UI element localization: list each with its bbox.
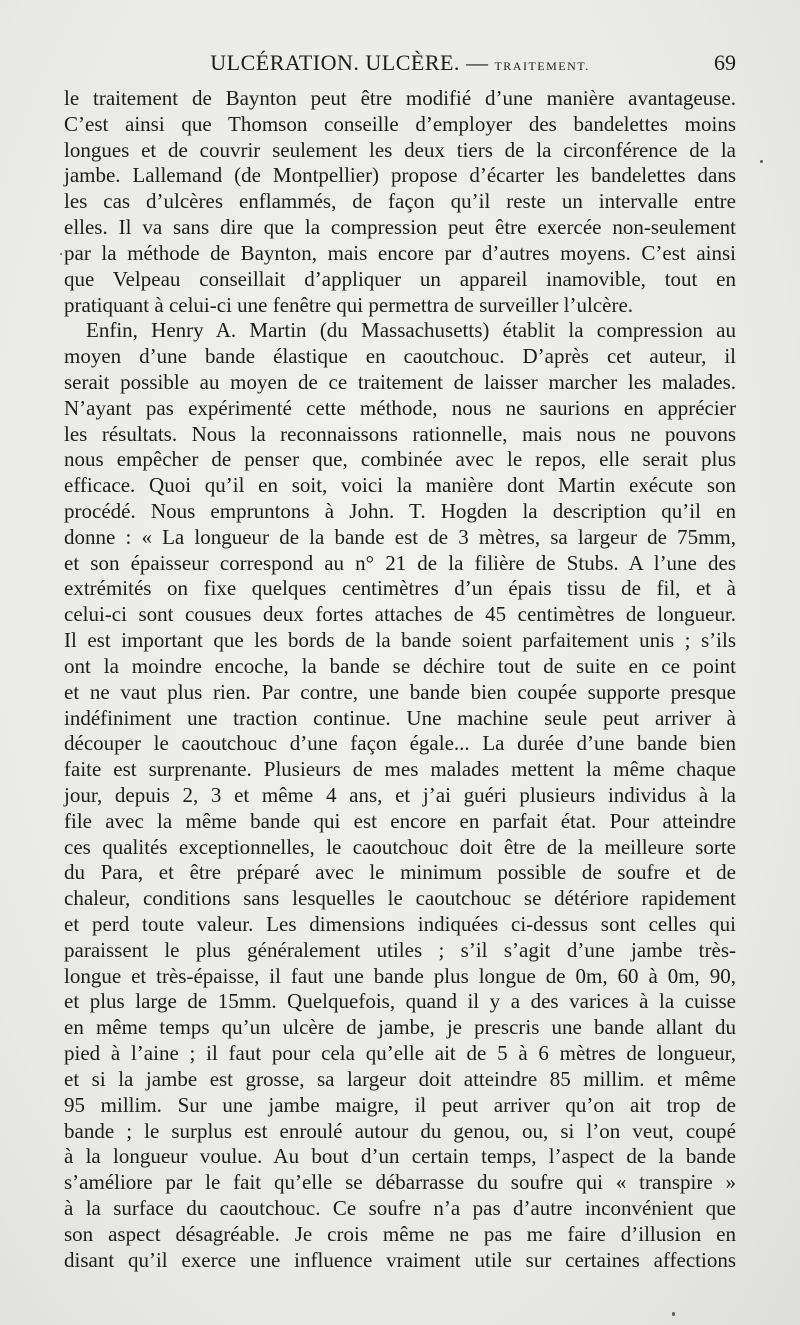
text-line: les résultats. Nous la reconnaissons rationnelle, mais nous ne pouvons xyxy=(64,421,736,446)
text-line: à la surface du caoutchouc. Ce soufre n’a pas d’autre inconvénient que xyxy=(64,1195,736,1220)
text-line: du Para, et être préparé avec le minimum possible de soufre et de xyxy=(64,860,736,885)
running-head-sub: TRAITEMENT. xyxy=(494,59,590,73)
text-line: paraissent le plus généralement utiles ; s’il s’agit d’une jambe très- xyxy=(64,937,736,962)
text-line: N’ayant pas expérimenté cette méthode, nous ne saurions en apprécier xyxy=(64,395,736,420)
text-line: et son épaisseur correspond au n° 21 de la filière de Stubs. A l’une des xyxy=(64,550,736,575)
text-line: en même temps qu’un ulcère de jambe, je prescris une bande allant du xyxy=(64,1015,736,1040)
text-line: pratiquant à celui-ci une fenêtre qui permettra de surveiller l’ulcère. xyxy=(64,292,634,317)
page-header xyxy=(64,50,736,82)
text-line: les cas d’ulcères enflammés, de façon qu’il reste un intervalle entre xyxy=(64,189,736,214)
text-line: ont la moindre encoche, la bande se déchire tout de suite en ce point xyxy=(64,653,736,678)
text-line: pied à l’aine ; il faut pour cela qu’elle ait de 5 à 6 mètres de longueur, xyxy=(64,1041,736,1066)
text-line: que Velpeau conseillait d’appliquer un appareil inamovible, tout en xyxy=(64,266,736,291)
text-line: jambe. Lallemand (de Montpellier) propose d’écarter les bandelettes dans xyxy=(64,163,736,188)
text-line: C’est ainsi que Thomson conseille d’employer des bandelettes moins xyxy=(64,111,736,136)
running-head-dash: — xyxy=(465,50,489,75)
text-line: elles. Il va sans dire que la compression peut être exercée non-seulement xyxy=(64,215,736,240)
text-line: ces qualités exceptionnelles, le caoutchouc doit être de la meilleure sorte xyxy=(64,834,736,859)
text-line: jour, depuis 2, 3 et même 4 ans, et j’ai guéri plusieurs individus à la xyxy=(64,782,736,807)
text-line: extrémités on fixe quelques centimètres d’un épais tissu de fil, et à xyxy=(64,576,736,601)
text-line: et plus large de 15mm. Quelquefois, quand il y a des varices à la cuisse xyxy=(64,989,736,1014)
paper-speck xyxy=(672,1312,675,1316)
text-line: procédé. Nous empruntons à John. T. Hogden la description qu’il en xyxy=(64,499,736,523)
text-line: par la méthode de Baynton, mais encore par d’autres moyens. C’est ainsi xyxy=(64,240,736,265)
text-line: file avec la même bande qui est encore en parfait état. Pour atteindre xyxy=(64,808,736,833)
text-line: celui-ci sont cousues deux fortes attaches de 45 centimètres de longueur. xyxy=(64,602,736,627)
text-line: et perd toute valeur. Les dimensions indiquées ci-dessus sont celles qui xyxy=(64,912,736,936)
text-line: nous empêcher de penser que, combinée avec le repos, elle serait plus xyxy=(64,447,736,472)
text-line: donne : « La longueur de la bande est de 3 mètres, sa largeur de 75mm, xyxy=(64,524,736,549)
text-line: chaleur, conditions sans lesquelles le caoutchouc se détériore rapidement xyxy=(64,886,736,911)
text-line: le traitement de Baynton peut être modifié d’une manière avantageuse. xyxy=(64,86,736,110)
text-line: bande ; le surplus est enroulé autour du genou, ou, si l’on veut, coupé xyxy=(64,1118,736,1143)
page-number: 69 xyxy=(714,50,736,75)
text-line: moyen d’une bande élastique en caoutchouc. D’après cet auteur, il xyxy=(64,344,736,369)
running-head xyxy=(64,50,736,76)
text-line: faite est surprenante. Plusieurs de mes malades mettent la même chaque xyxy=(64,757,736,782)
text-line: découper le caoutchouc d’une façon égale... La durée d’une bande bien xyxy=(64,731,736,756)
text-line: efficace. Quoi qu’il en soit, voici la manière dont Martin exécute son xyxy=(64,473,736,498)
text-line: et ne vaut plus rien. Par contre, une bande bien coupée supporte presque xyxy=(64,679,736,704)
text-line: et si la jambe est grosse, sa largeur doit atteindre 85 millim. et même xyxy=(64,1066,736,1091)
text-line: Il est important que les bords de la bande soient parfaitement unis ; s’ils xyxy=(64,628,736,653)
text-line: Enfin, Henry A. Martin (du Massachusetts) établit la compression au xyxy=(86,318,736,343)
paper-speck xyxy=(760,160,763,163)
text-line: disant qu’il exerce une influence vraiment utile sur certaines affections xyxy=(64,1247,736,1272)
body-text xyxy=(64,86,736,1273)
text-line: serait possible au moyen de ce traitement de laisser marcher les malades. xyxy=(64,369,736,394)
text-line: son aspect désagréable. Je crois même ne pas me faire d’illusion en xyxy=(64,1221,736,1246)
running-head-main: ULCÉRATION. ULCÈRE. xyxy=(210,50,460,75)
text-line: 95 millim. Sur une jambe maigre, il peut arriver qu’on ait trop de xyxy=(64,1092,736,1117)
text-line: s’améliore par le fait qu’elle se débarrasse du soufre qui « transpire » xyxy=(64,1170,736,1195)
text-line: indéfiniment une traction continue. Une machine seule peut arriver à xyxy=(64,705,736,730)
text-line: à la longueur voulue. Au bout d’un certain temps, l’aspect de la bande xyxy=(64,1144,736,1169)
paper-speck xyxy=(60,253,62,255)
text-line: longues et de couvrir seulement les deux tiers de la circonférence de la xyxy=(64,137,736,162)
text-line: longue et très-épaisse, il faut une bande plus longue de 0m, 60 à 0m, 90, xyxy=(64,963,736,988)
